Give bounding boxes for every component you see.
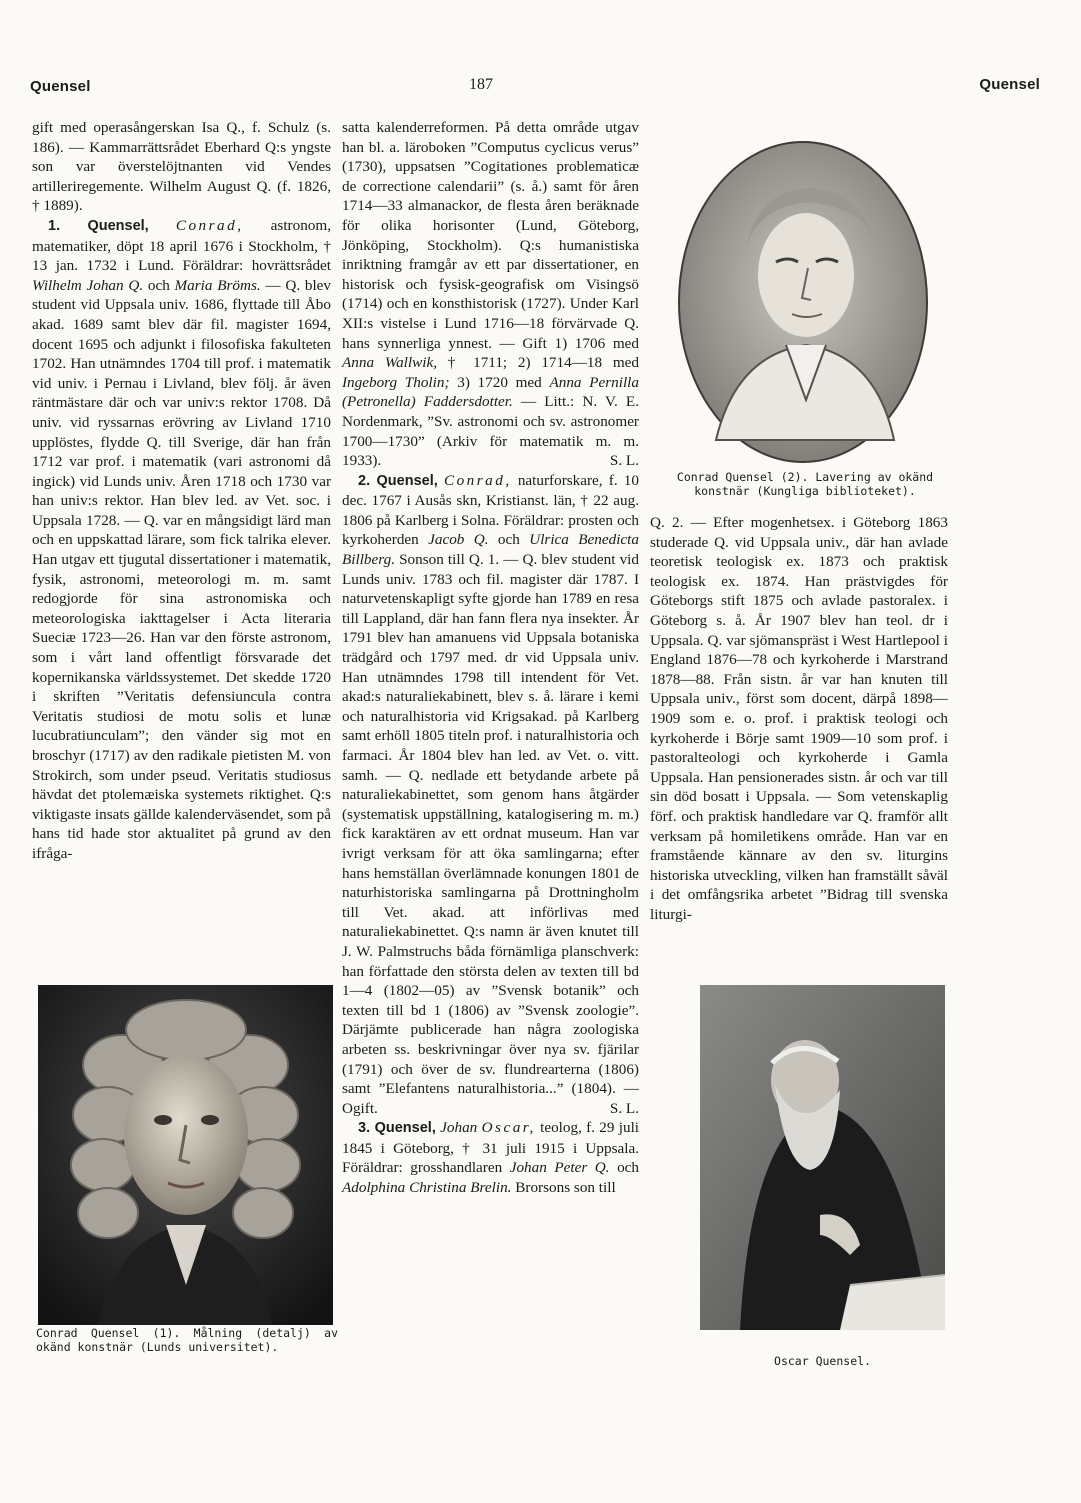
- caption-portrait-3: Oscar Quensel.: [774, 1354, 871, 1368]
- entry-3-continued: Q. 2. — Efter mogenhetsex. i Göteborg 1863 studerade Q. vid Uppsala univ., där han avlade teoretisk teologisk ex. 1873 och praktisk teologisk ex. 1874. Han prästvigdes för Göteborgs stift 1875 och avlade pastoralex. i Göteborg s. å. År 1907 blev han teol. dr i Uppsala. Q. var sjömanspräst i West Hartlepool i England 1876—78 och kyrkoherde i Marstrand 1878—88. Från sistn. år var han knuten till Uppsala univ., först som docent, därpå 1898—1909 som e. o. prof. i praktisk teologi och kyrkoherde i Börje samt 1909—10 som prof. i pastoralteologi och kyrkoherde i Gamla Uppsala. Han pensionerades sistn. år och var till sin död bosatt i Uppsala. — Som vetenskaplig förf. och praktisk handledare var Q. framför allt verksam på homiletikens område. Han var en framstående kännare av den sv. liturgins historiska utveckling, vilken han framställt såväl i det omfångsrika arbetet ”Bidrag till svenska liturgi-: [650, 514, 948, 923]
- signature-entry-2: S. L.: [609, 1099, 639, 1117]
- entry-1-heading: 1. Quensel,: [48, 217, 149, 234]
- entry-2: [342, 471, 639, 1119]
- entry-2-text-a: naturforskare, f. 10 dec. 1767 i Ausås skn, Kristianst. län, † 22 aug. 1806 på Karlberg i Solna. Föräldrar: prosten och kyrkoherden: [342, 471, 639, 549]
- page-number: 187: [469, 76, 493, 93]
- entry-3-heading: 3. Quensel,: [358, 1120, 436, 1137]
- header-left-name: Quensel: [30, 78, 91, 95]
- column-2: [342, 118, 639, 1198]
- entry-1-continued: [342, 118, 639, 471]
- entry-3-text-b: Brorsons son till: [511, 1179, 616, 1197]
- portrait-conrad-quensel-1: [38, 985, 333, 1325]
- wife-3: Anna Pernilla (Petronella) Faddersdotter.: [342, 373, 639, 411]
- entry-3-father: Johan Peter Q.: [509, 1159, 610, 1177]
- header-right-name: Quensel: [979, 76, 1040, 93]
- entry-1-cont-a: satta kalenderreformen. På detta område utgav han bl. a. läroboken ”Computus cyclicus verus” (1730), uppsatsen ”Cogitationes problematicæ de correctione calendarii” (s. å.) samt för åren 1714—33 almanackor, de flesta åren beräknade för olika horisonter (Lund, Göteborg, Jönköping, Stockholm). Q:s humanistiska inriktning framgår av ett par dissertationer, en historisk och fysisk-geografisk om Visingsö (1714) och en konsthistorisk (1727). Under Karl XII:s vistelse i Lund 1716—18 förvärvade Q. hans synnerliga ynnest. — Gift 1) 1706 med: [342, 119, 639, 352]
- entry-1-text-b: — Q. blev student vid Uppsala univ. 1686, flyttade till Åbo akad. 1689 samt blev där fil. magister 1694, docent 1695 och adjunkt i filosofiska fakulteten 1702. Han utnämndes 1704 till prof. i matematik vid univ. i Pernau i Livland, blev följ. år även räntmästare där och var univ:s rektor 1708. Då univ. vid ryssarnas erövring av Livland 1710 upplöstes, flydde Q. till Sverige, där han från 1712 var prof. i matematik (vari astronomi då ingick) vid Lunds univ. Åren 1718 och 1730 var han univ:s rektor. Han blev led. av Vet. soc. i Uppsala 1728. — Q. var en mångsidigt lärd man och en uppskattad lärare, som fick talrika elever. Han utgav ett tjugutal dissertationer i matematik, fysik, astronomi, meteorologi m. m. samt redogjorde för sina astronomiska och meteorologiska iakttagelser i Acta literaria Sueciæ 1723—26. Han var den förste astronom, som i vårt land offentligt försvarade det kopernikanska världssystemet. Det skedde 1720 i skriften ”Veritatis defensiuncula contra Veritatis studiosi de motu solis et lunæ lucubratiunculam”; den vänder sig mot en broschyr (1717) av den radikale pietisten M. von Strokirch, som under pseud. Veritatis studiosus hävdat det ptolemæiska systemets riktighet. Q:s viktigaste insats gällde kalenderväsendet, som på hans tid hade stor aktualitet på grund av den ifråga-: [32, 276, 332, 862]
- entry-2-name: Conrad,: [443, 471, 512, 489]
- caption-portrait-1: Conrad Quensel (1). Målning (detalj) av okänd konstnär (Lunds universitet).: [36, 1326, 338, 1354]
- entry-1-father: Wilhelm Johan Q.: [32, 276, 144, 294]
- portrait-oscar-quensel: [700, 985, 945, 1330]
- signature-entry-1: S. L.: [609, 452, 639, 470]
- portrait-conrad-quensel-2: [676, 140, 931, 465]
- entry-2-heading: 2. Quensel,: [358, 472, 438, 489]
- entry-2-father: Jacob Q.: [428, 531, 489, 549]
- entry-3: [342, 1118, 639, 1197]
- entry-1-mother: Maria Bröms.: [174, 276, 261, 294]
- entry-1-cont-b: † 1711; 2) 1714—18 med: [437, 354, 639, 372]
- column-3: [650, 513, 948, 924]
- entry-2-mother: Ulrica Benedicta Billberg.: [342, 531, 639, 569]
- entry-3-och: och: [609, 1159, 639, 1177]
- entry-1-och: och: [143, 276, 175, 294]
- entry-3-name: Oscar,: [481, 1119, 536, 1137]
- caption-portrait-2: Conrad Quensel (2). Lavering av okänd konstnär (Kungliga biblioteket).: [676, 470, 934, 498]
- entry-1-cont-c: 3) 1720 med: [449, 373, 550, 391]
- entry-1-name: Conrad,: [175, 216, 244, 234]
- entry-1-cont-d: — Litt.: N. V. E. Nordenmark, ”Sv. astronomi och sv. astronomer 1700—1730” (Arkiv för matematik m. m. 1933).: [342, 393, 639, 470]
- entry-2-och: och: [488, 531, 530, 549]
- column-1: [32, 118, 331, 864]
- entry-1: [32, 216, 331, 864]
- entry-3-first-name: Johan: [440, 1119, 478, 1137]
- intro-paragraph: gift med operasångerskan Isa Q., f. Schulz (s. 186). — Kammarrättsrådet Eberhard Q:s yngste son var överstelöjtnanten vid Vendes artilleriregemente. Wilhelm August Q. (f. 1826, † 1889).: [32, 119, 331, 215]
- entry-3-mother: Adolphina Christina Brelin.: [342, 1179, 512, 1197]
- entry-2-text-b: Sonson till Q. 1. — Q. blev student vid Lunds univ. 1783 och fil. magister där 1787. I naturvetenskapligt syfte gjorde han 1789 en resa till Lappland, där han fann flera nya insekter. År 1791 blev han amanuens vid Uppsala botaniska trädgård och 1797 med. dr vid Uppsala univ. Han utnämndes 1798 till intendent för Vet. akad:s naturaliekabinett, blev s. å. lärare i kemi och naturalhistoria vid Krigsakad. på Karlberg samt erhöll 1805 titeln prof. i naturalhistoria och farmaci. År 1804 blev han led. av Vet. o. vitt. samh. — Q. nedlade ett betydande arbete på naturaliekabinettet, som genom hans åtgärder (systematisk uppställning, katalogisering m. m.) fick karaktären av ett ordnat museum. Han var ivrigt verksam för att öka samlingarna; efter hans hemställan överlämnade konungen 1801 de naturhistoriska samlingarna på Drottningholm till Vet. akad. att införlivas med naturaliekabinettet. Q:s namn är även knutet till J. W. Palmstruchs båda förnämliga planschverk: han författade den största delen av texten till bd 1—4 (1802—05) av ”Svensk botanik” och texten till bd 1 (1806) av ”Svensk zoologie”. Därjämte publicerade han några zoologiska arbeten ss. beskrivningar över nya sv. fjärilar (1791) och över de sv. flundrearterna (1806) samt ”Elefantens naturalhistoria...” (1804). — Ogift.: [342, 551, 639, 1117]
- wife-2: Ingeborg Tholin;: [342, 373, 450, 391]
- entry-3-text-a: teolog, f. 29 juli 1845 i Göteborg, † 31 juli 1915 i Uppsala. Föräldrar: grosshandlaren: [342, 1119, 640, 1177]
- running-header: [30, 76, 1040, 100]
- entry-1-text-a: astronom, matematiker, döpt 18 april 1676 i Stockholm, † 13 jan. 1732 i Lund. Föräldrar: hovrättsrådet: [32, 216, 331, 275]
- wife-1: Anna Wallwik,: [342, 354, 438, 372]
